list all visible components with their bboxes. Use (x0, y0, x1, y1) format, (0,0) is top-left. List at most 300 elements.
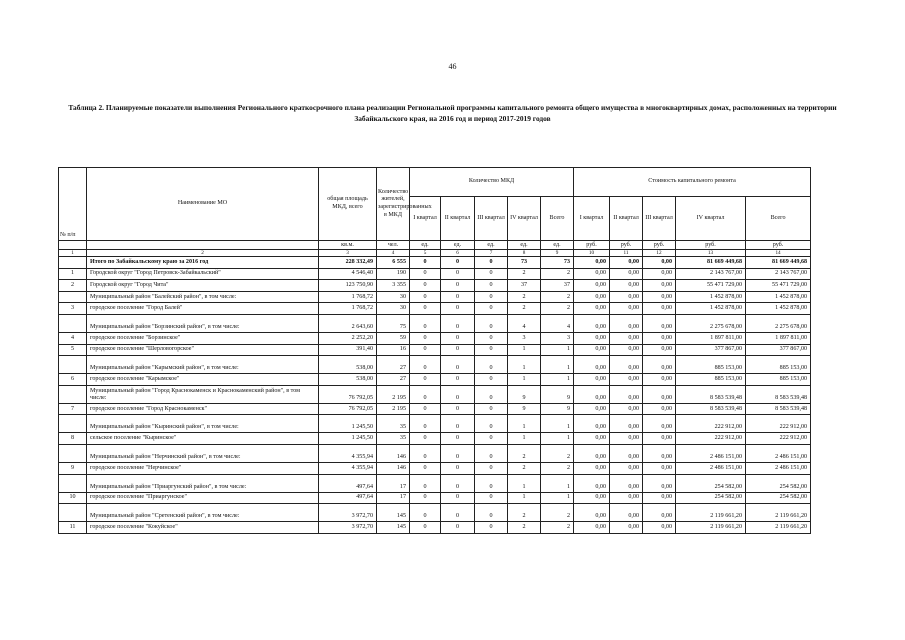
row-cost-q1: 0,00 (574, 332, 610, 344)
row-q3: 0 (475, 522, 508, 534)
row-name: Муниципальный район "Сретенский район", в том числе: (87, 504, 319, 522)
row-cost-q1: 0,00 (574, 356, 610, 374)
row-q3: 0 (475, 504, 508, 522)
row-cost-q4: 377 867,00 (676, 344, 746, 356)
row-cost-q2: 0,00 (610, 344, 643, 356)
row-residents: 146 (377, 444, 410, 462)
group-mkd-header: Количество МКД (410, 168, 574, 197)
row-number: 2 (59, 280, 87, 292)
row-area: 76 792,05 (319, 385, 377, 403)
row-cost-q2: 0,00 (610, 385, 643, 403)
row-cost-q3: 0,00 (643, 433, 676, 445)
q4-header: IV квартал (508, 197, 541, 241)
row-area: 76 792,05 (319, 403, 377, 415)
row-number: 11 (59, 522, 87, 534)
row-cost-q3: 0,00 (643, 257, 676, 269)
unit-cell (59, 241, 87, 250)
unit-cell (87, 241, 319, 250)
row-cost-q2: 0,00 (610, 257, 643, 269)
row-q1: 0 (410, 314, 441, 332)
row-cost-total: 2 486 151,00 (746, 444, 811, 462)
unit-cell: ед. (441, 241, 475, 250)
row-q1: 0 (410, 344, 441, 356)
row-q2: 0 (441, 492, 475, 504)
row-area: 123 750,90 (319, 280, 377, 292)
row-name: Городской округ "Город Петровск-Забайкальский" (87, 268, 319, 280)
row-residents: 30 (377, 303, 410, 315)
row-cost-total: 1 452 878,00 (746, 303, 811, 315)
row-cost-q3: 0,00 (643, 403, 676, 415)
unit-cell: руб. (746, 241, 811, 250)
group-cost-header: Стоимость капитального ремонта (574, 168, 811, 197)
row-cost-q2: 0,00 (610, 268, 643, 280)
row-name: городское поселение "Шерловогорское" (87, 344, 319, 356)
row-q2: 0 (441, 303, 475, 315)
row-q1: 0 (410, 433, 441, 445)
row-q4: 3 (508, 332, 541, 344)
row-q3: 0 (475, 314, 508, 332)
table-row (59, 433, 811, 445)
total-header: Всего (541, 197, 574, 241)
row-q2: 0 (441, 433, 475, 445)
q2-cost-header: II квартал (610, 197, 643, 241)
row-q2: 0 (441, 504, 475, 522)
unit-cell: чел. (377, 241, 410, 250)
row-cost-q3: 0,00 (643, 280, 676, 292)
row-cost-q3: 0,00 (643, 444, 676, 462)
row-cost-q4: 1 897 811,00 (676, 332, 746, 344)
row-q2: 0 (441, 332, 475, 344)
row-q4: 1 (508, 344, 541, 356)
column-number-cell: 7 (475, 250, 508, 257)
row-cost-q4: 1 452 878,00 (676, 303, 746, 315)
column-number-cell: 14 (746, 250, 811, 257)
table-row (59, 522, 811, 534)
column-number-cell: 2 (87, 250, 319, 257)
row-cost-total: 55 471 729,00 (746, 280, 811, 292)
row-cost-q2: 0,00 (610, 474, 643, 492)
row-cost-q1: 0,00 (574, 268, 610, 280)
row-cost-q3: 0,00 (643, 415, 676, 433)
row-cost-q2: 0,00 (610, 291, 643, 303)
row-q3: 0 (475, 280, 508, 292)
row-cost-q1: 0,00 (574, 385, 610, 403)
row-name: городское поселение "Карымское" (87, 374, 319, 386)
row-number: 7 (59, 403, 87, 415)
row-total: 3 (541, 332, 574, 344)
q1-cost-header: I квартал (574, 197, 610, 241)
row-cost-q2: 0,00 (610, 374, 643, 386)
row-cost-q4: 1 452 878,00 (676, 291, 746, 303)
row-total: 1 (541, 433, 574, 445)
unit-cell: руб. (643, 241, 676, 250)
row-cost-q1: 0,00 (574, 314, 610, 332)
row-q4: 1 (508, 356, 541, 374)
row-cost-q4: 8 583 539,48 (676, 385, 746, 403)
row-cost-q4: 2 119 661,20 (676, 522, 746, 534)
row-cost-q2: 0,00 (610, 462, 643, 474)
row-cost-q4: 885 153,00 (676, 374, 746, 386)
row-cost-total: 1 897 811,00 (746, 332, 811, 344)
table-row (59, 474, 811, 492)
row-q2: 0 (441, 257, 475, 269)
row-cost-total: 2 143 767,00 (746, 268, 811, 280)
row-total: 1 (541, 356, 574, 374)
row-cost-total: 885 153,00 (746, 374, 811, 386)
row-cost-q4: 55 471 729,00 (676, 280, 746, 292)
row-residents: 27 (377, 356, 410, 374)
row-q4: 2 (508, 522, 541, 534)
row-area: 391,40 (319, 344, 377, 356)
row-q1: 0 (410, 385, 441, 403)
row-cost-q3: 0,00 (643, 291, 676, 303)
row-cost-q2: 0,00 (610, 522, 643, 534)
row-cost-q1: 0,00 (574, 474, 610, 492)
row-number: 8 (59, 433, 87, 445)
table-row (59, 444, 811, 462)
row-cost-q3: 0,00 (643, 462, 676, 474)
row-cost-q3: 0,00 (643, 492, 676, 504)
row-cost-q1: 0,00 (574, 344, 610, 356)
row-area: 2 252,20 (319, 332, 377, 344)
table-row (59, 291, 811, 303)
row-name: городское поселение "Город Краснокаменск" (87, 403, 319, 415)
row-cost-q4: 2 486 151,00 (676, 444, 746, 462)
row-q4: 4 (508, 314, 541, 332)
row-name: городское поселение "Приаргунское" (87, 492, 319, 504)
row-cost-q4: 81 669 449,68 (676, 257, 746, 269)
col-residents-header: Количество жителей, зарегистрированных в МКД (377, 168, 410, 241)
row-q1: 0 (410, 257, 441, 269)
row-residents: 190 (377, 268, 410, 280)
table-row (59, 268, 811, 280)
row-q3: 0 (475, 268, 508, 280)
unit-cell: ед. (475, 241, 508, 250)
row-number (59, 314, 87, 332)
row-area: 1 245,50 (319, 433, 377, 445)
row-area: 3 972,70 (319, 504, 377, 522)
row-residents: 16 (377, 344, 410, 356)
row-q2: 0 (441, 356, 475, 374)
row-residents: 2 195 (377, 403, 410, 415)
row-cost-total: 2 119 661,20 (746, 522, 811, 534)
row-q1: 0 (410, 303, 441, 315)
row-cost-q2: 0,00 (610, 356, 643, 374)
row-q3: 0 (475, 433, 508, 445)
row-q3: 0 (475, 462, 508, 474)
row-q4: 1 (508, 415, 541, 433)
row-cost-q3: 0,00 (643, 522, 676, 534)
row-cost-q3: 0,00 (643, 356, 676, 374)
row-q4: 9 (508, 385, 541, 403)
column-number-cell: 4 (377, 250, 410, 257)
row-cost-q1: 0,00 (574, 374, 610, 386)
row-area: 538,00 (319, 356, 377, 374)
row-q4: 2 (508, 462, 541, 474)
row-cost-q1: 0,00 (574, 280, 610, 292)
row-q2: 0 (441, 291, 475, 303)
row-residents: 35 (377, 415, 410, 433)
table-row (59, 462, 811, 474)
row-residents: 27 (377, 374, 410, 386)
row-cost-total: 81 669 449,68 (746, 257, 811, 269)
row-name: Итого по Забайкальскому краю за 2016 год (87, 257, 319, 269)
row-total: 9 (541, 403, 574, 415)
row-q1: 0 (410, 356, 441, 374)
table-row (59, 356, 811, 374)
row-cost-q4: 8 583 539,48 (676, 403, 746, 415)
column-number-cell: 8 (508, 250, 541, 257)
row-cost-total: 8 583 539,48 (746, 403, 811, 415)
table-row (59, 374, 811, 386)
table-row (59, 344, 811, 356)
row-cost-q4: 2 486 151,00 (676, 462, 746, 474)
unit-cell: руб. (574, 241, 610, 250)
row-cost-total: 1 452 878,00 (746, 291, 811, 303)
row-cost-q4: 254 582,00 (676, 474, 746, 492)
row-q2: 0 (441, 374, 475, 386)
row-q2: 0 (441, 462, 475, 474)
row-cost-q3: 0,00 (643, 385, 676, 403)
row-cost-q1: 0,00 (574, 403, 610, 415)
row-cost-q1: 0,00 (574, 492, 610, 504)
row-cost-q4: 2 275 678,00 (676, 314, 746, 332)
q3-cost-header: III квартал (643, 197, 676, 241)
column-number-cell: 6 (441, 250, 475, 257)
row-q2: 0 (441, 280, 475, 292)
row-total: 73 (541, 257, 574, 269)
row-q1: 0 (410, 280, 441, 292)
table-row (59, 403, 811, 415)
row-residents: 3 355 (377, 280, 410, 292)
row-residents: 17 (377, 474, 410, 492)
page-number: 46 (448, 62, 457, 71)
row-cost-q1: 0,00 (574, 257, 610, 269)
row-q3: 0 (475, 332, 508, 344)
row-q4: 37 (508, 280, 541, 292)
row-area: 1 768,72 (319, 303, 377, 315)
row-q1: 0 (410, 415, 441, 433)
row-q4: 2 (508, 303, 541, 315)
row-q1: 0 (410, 332, 441, 344)
row-q3: 0 (475, 385, 508, 403)
row-name: Муниципальный район "Балейский район", в том числе: (87, 291, 319, 303)
row-residents: 2 195 (377, 385, 410, 403)
row-q3: 0 (475, 444, 508, 462)
row-q3: 0 (475, 492, 508, 504)
row-q4: 2 (508, 444, 541, 462)
row-residents: 30 (377, 291, 410, 303)
column-numbers-row (59, 250, 811, 257)
row-name: городское поселение "Город Балей" (87, 303, 319, 315)
row-number (59, 444, 87, 462)
row-cost-q1: 0,00 (574, 462, 610, 474)
row-q1: 0 (410, 268, 441, 280)
row-cost-total: 254 582,00 (746, 492, 811, 504)
row-number: 1 (59, 268, 87, 280)
row-q3: 0 (475, 374, 508, 386)
row-cost-q1: 0,00 (574, 291, 610, 303)
row-q2: 0 (441, 314, 475, 332)
row-number (59, 474, 87, 492)
row-number: 6 (59, 374, 87, 386)
table-row (59, 492, 811, 504)
row-cost-q2: 0,00 (610, 504, 643, 522)
row-cost-q4: 222 912,00 (676, 415, 746, 433)
row-q2: 0 (441, 444, 475, 462)
row-q2: 0 (441, 385, 475, 403)
row-cost-q1: 0,00 (574, 433, 610, 445)
row-total: 2 (541, 268, 574, 280)
row-q3: 0 (475, 356, 508, 374)
row-area: 538,00 (319, 374, 377, 386)
row-q4: 9 (508, 403, 541, 415)
row-q2: 0 (441, 415, 475, 433)
table-row (59, 504, 811, 522)
row-number (59, 385, 87, 403)
row-cost-q2: 0,00 (610, 492, 643, 504)
row-q3: 0 (475, 415, 508, 433)
row-area: 497,64 (319, 474, 377, 492)
column-number-cell: 11 (610, 250, 643, 257)
row-q2: 0 (441, 268, 475, 280)
row-q1: 0 (410, 474, 441, 492)
column-number-cell: 9 (541, 250, 574, 257)
row-number: 9 (59, 462, 87, 474)
row-total: 2 (541, 504, 574, 522)
row-cost-total: 377 867,00 (746, 344, 811, 356)
row-q1: 0 (410, 522, 441, 534)
row-cost-q2: 0,00 (610, 403, 643, 415)
row-total: 2 (541, 291, 574, 303)
row-q4: 1 (508, 374, 541, 386)
row-number: 3 (59, 303, 87, 315)
column-number-cell: 10 (574, 250, 610, 257)
row-q1: 0 (410, 462, 441, 474)
table-row (59, 257, 811, 269)
q2-header: II квартал (441, 197, 475, 241)
row-total: 37 (541, 280, 574, 292)
row-q1: 0 (410, 444, 441, 462)
row-cost-q4: 2 143 767,00 (676, 268, 746, 280)
unit-cell: ед. (541, 241, 574, 250)
row-cost-q4: 222 912,00 (676, 433, 746, 445)
row-cost-q2: 0,00 (610, 433, 643, 445)
row-name: городское поселение "Кокуйское" (87, 522, 319, 534)
row-name: Муниципальный район "Карымский район", в том числе: (87, 356, 319, 374)
table-row (59, 280, 811, 292)
row-q3: 0 (475, 344, 508, 356)
row-cost-q4: 885 153,00 (676, 356, 746, 374)
row-q4: 1 (508, 474, 541, 492)
row-q4: 1 (508, 492, 541, 504)
row-q2: 0 (441, 344, 475, 356)
row-residents: 17 (377, 492, 410, 504)
row-cost-q1: 0,00 (574, 303, 610, 315)
row-cost-q2: 0,00 (610, 314, 643, 332)
col-number-header: № п/п (59, 168, 87, 241)
column-number-cell: 3 (319, 250, 377, 257)
row-total: 2 (541, 303, 574, 315)
data-table (58, 167, 811, 534)
row-cost-q1: 0,00 (574, 444, 610, 462)
row-total: 9 (541, 385, 574, 403)
row-number: 5 (59, 344, 87, 356)
row-cost-q3: 0,00 (643, 268, 676, 280)
row-q3: 0 (475, 403, 508, 415)
row-total: 2 (541, 444, 574, 462)
row-cost-q1: 0,00 (574, 415, 610, 433)
row-number: 10 (59, 492, 87, 504)
unit-cell: ед. (508, 241, 541, 250)
row-name: сельское поселение "Кыринское" (87, 433, 319, 445)
row-q4: 2 (508, 291, 541, 303)
col-name-header: Наименование МО (87, 168, 319, 241)
row-number (59, 415, 87, 433)
table-row (59, 415, 811, 433)
row-q3: 0 (475, 474, 508, 492)
row-q4: 2 (508, 504, 541, 522)
row-q3: 0 (475, 291, 508, 303)
row-residents: 145 (377, 522, 410, 534)
row-cost-total: 885 153,00 (746, 356, 811, 374)
row-area: 4 355,94 (319, 462, 377, 474)
row-area: 497,64 (319, 492, 377, 504)
row-total: 1 (541, 474, 574, 492)
row-cost-total: 2 486 151,00 (746, 462, 811, 474)
row-cost-total: 2 275 678,00 (746, 314, 811, 332)
row-name: Муниципальный район "Приаргунский район", в том числе: (87, 474, 319, 492)
unit-cell: кв.м. (319, 241, 377, 250)
column-number-cell: 13 (676, 250, 746, 257)
total-cost-header: Всего (746, 197, 811, 241)
row-name: Муниципальный район "Нерчинский район", в том числе: (87, 444, 319, 462)
row-q2: 0 (441, 522, 475, 534)
row-cost-q3: 0,00 (643, 332, 676, 344)
table-title: Таблица 2. Планируемые показатели выполнения Регионального краткосрочного плана реализации Региональной программы капитального ремонта общего имущества в многоквартирных домах, расположенных на территории Забайкальского края, на 2016 год и период 2017-2019 годов (68, 103, 837, 123)
row-total: 1 (541, 344, 574, 356)
row-cost-q2: 0,00 (610, 444, 643, 462)
row-cost-total: 222 912,00 (746, 433, 811, 445)
row-cost-q2: 0,00 (610, 303, 643, 315)
row-name: Городской округ "Город Чита" (87, 280, 319, 292)
row-total: 4 (541, 314, 574, 332)
row-cost-q3: 0,00 (643, 344, 676, 356)
unit-cell: руб. (610, 241, 643, 250)
row-name: городское поселение "Нерчинское" (87, 462, 319, 474)
row-cost-q1: 0,00 (574, 522, 610, 534)
row-area: 4 546,40 (319, 268, 377, 280)
row-area: 4 355,94 (319, 444, 377, 462)
row-cost-total: 222 912,00 (746, 415, 811, 433)
row-area: 228 332,49 (319, 257, 377, 269)
row-number (59, 504, 87, 522)
row-cost-q1: 0,00 (574, 504, 610, 522)
row-residents: 59 (377, 332, 410, 344)
row-name: Муниципальный район "Борзинский район", в том числе: (87, 314, 319, 332)
row-q1: 0 (410, 504, 441, 522)
row-q2: 0 (441, 403, 475, 415)
row-cost-q2: 0,00 (610, 415, 643, 433)
table-row (59, 332, 811, 344)
row-cost-q3: 0,00 (643, 314, 676, 332)
row-residents: 35 (377, 433, 410, 445)
row-name: Муниципальный район "Кыринский район", в том числе: (87, 415, 319, 433)
row-number (59, 356, 87, 374)
row-cost-q2: 0,00 (610, 280, 643, 292)
column-number-cell: 12 (643, 250, 676, 257)
row-residents: 75 (377, 314, 410, 332)
